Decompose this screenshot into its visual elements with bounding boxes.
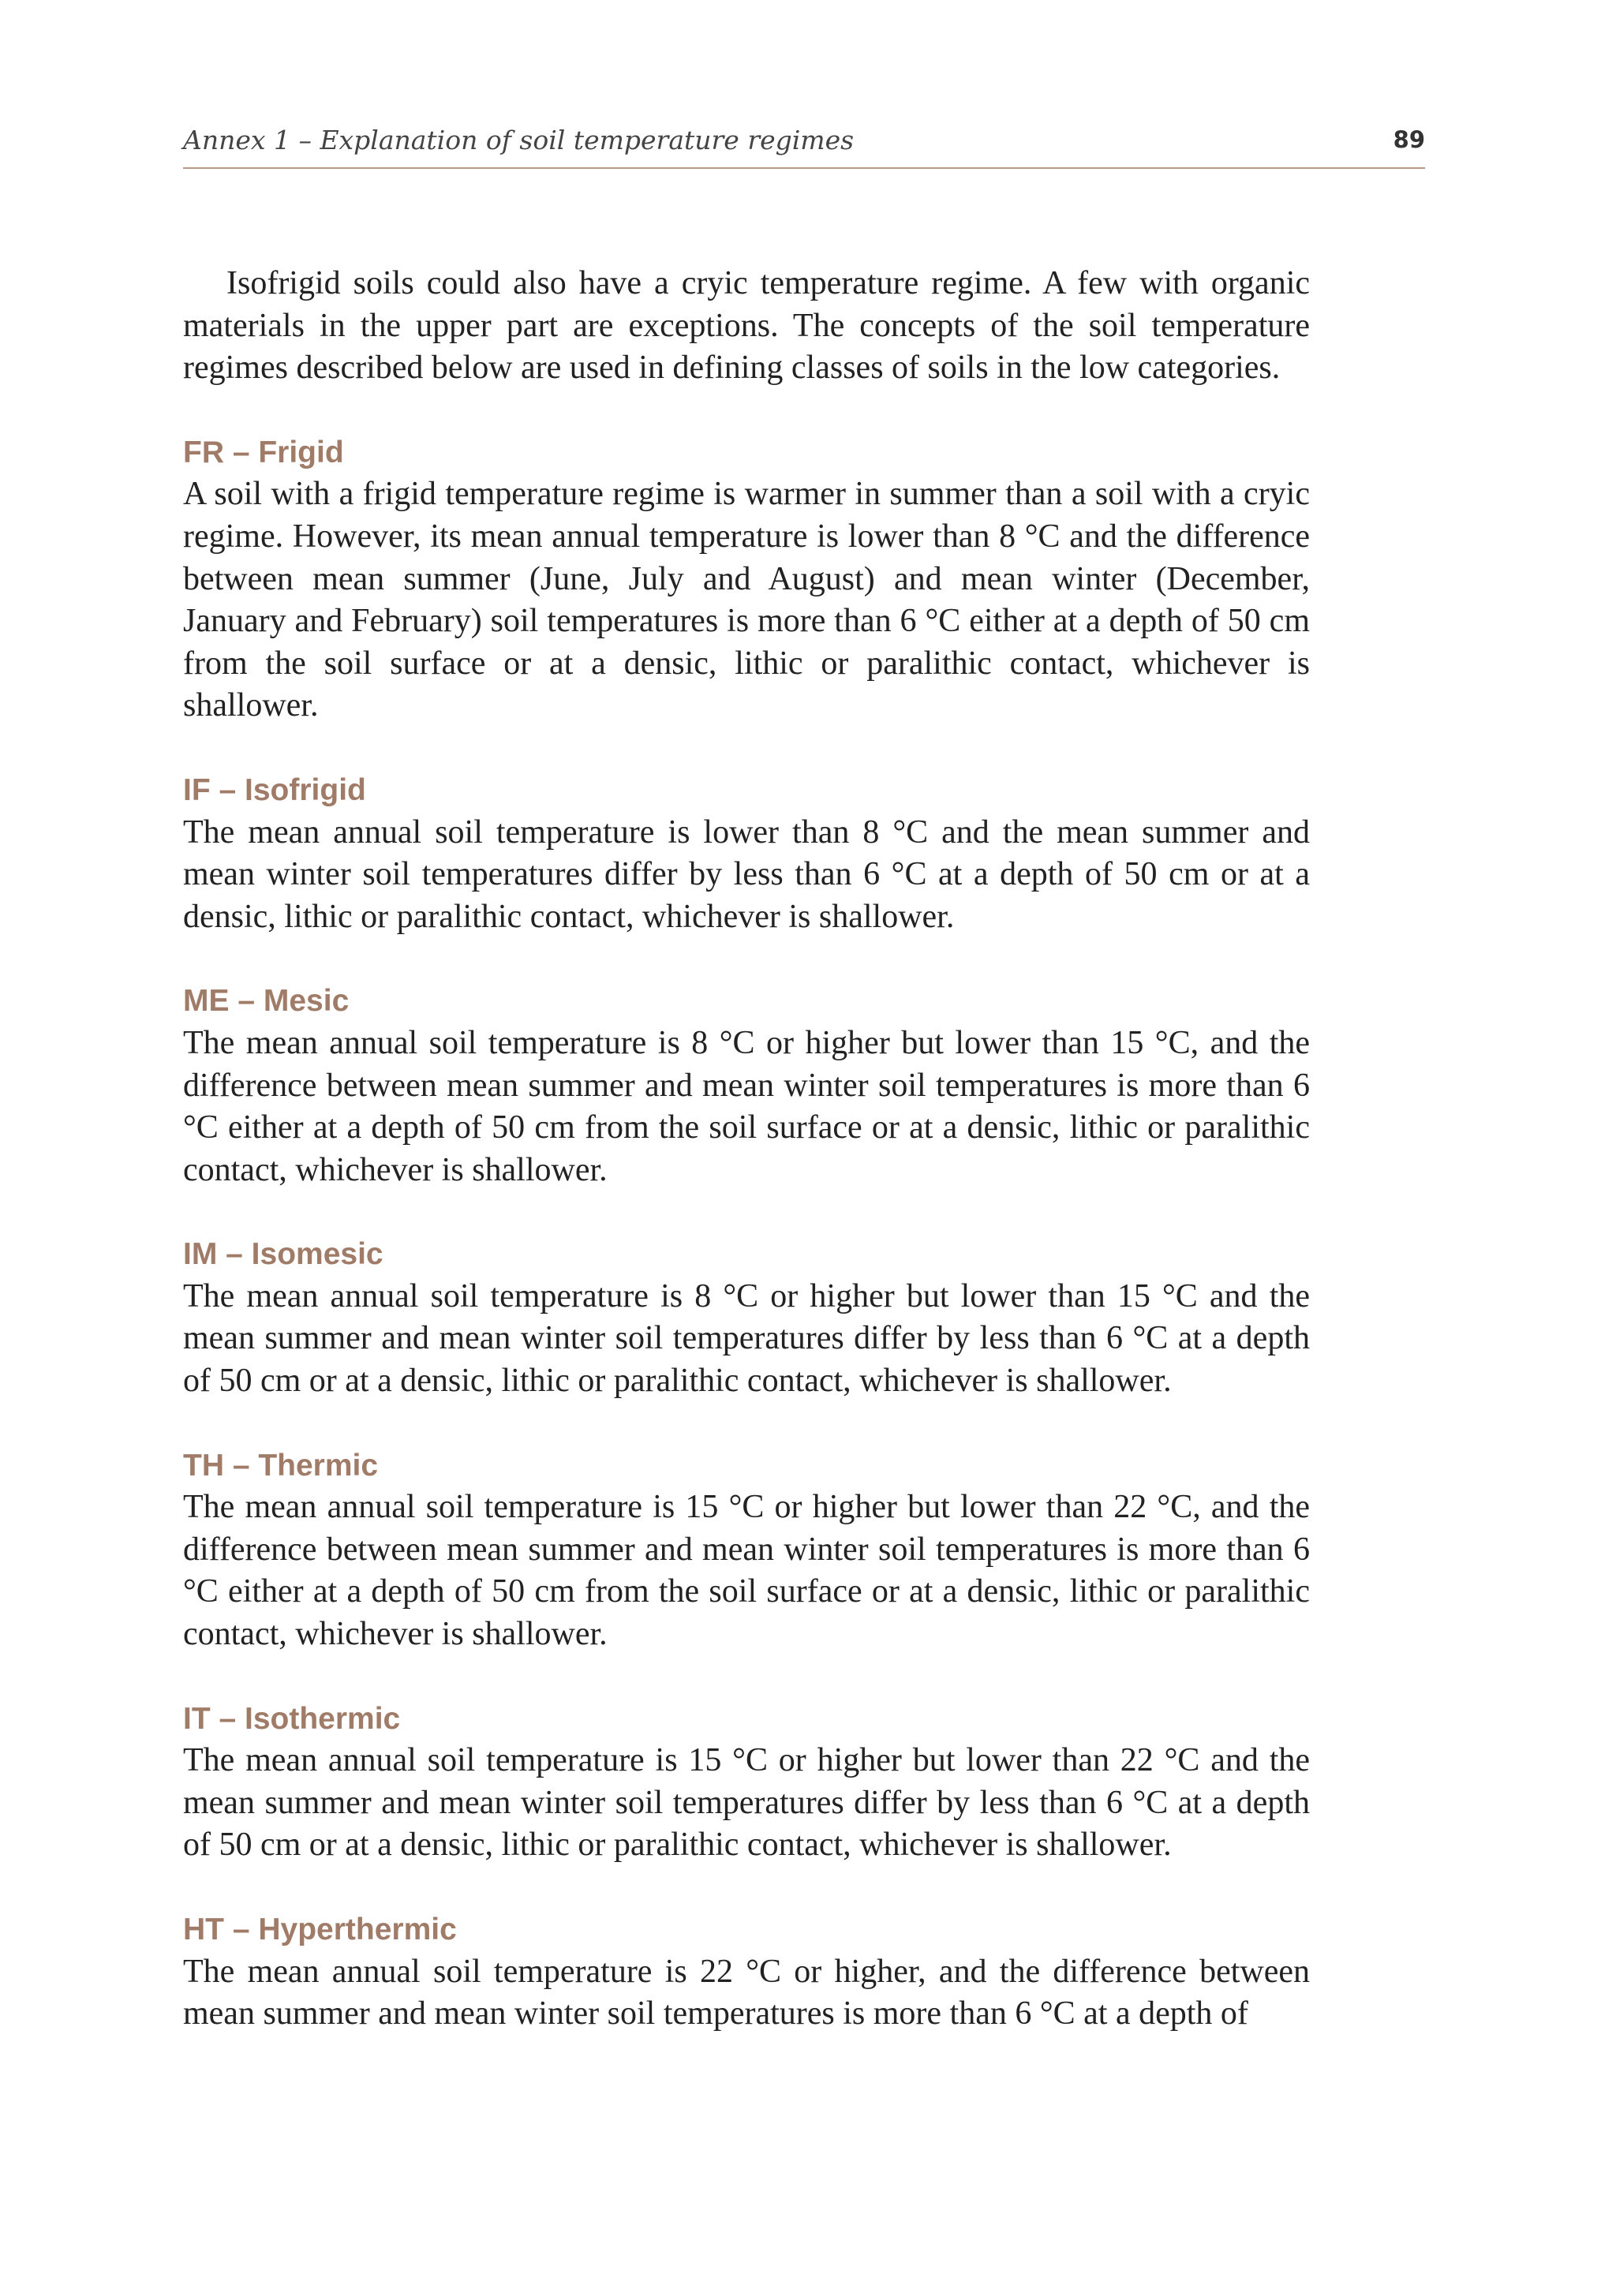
section-isothermic	[183, 1698, 1310, 1867]
page-number: 89	[1393, 126, 1425, 153]
section-paragraph: The mean annual soil temperature is 8 °C or higher but lower than 15 °C and the mean summer and mean winter soil temperatures differ by less than 6 °C at a depth of 50 cm or at a densic, lithic or paralithic contact, whichever is shallower.	[183, 1277, 1310, 1400]
section-heading: FR – Frigid	[183, 435, 344, 469]
running-title: Annex 1 – Explanation of soil temperature regimes	[183, 125, 855, 155]
section-heading: HT – Hyperthermic	[183, 1913, 457, 1946]
section-heading: TH – Thermic	[183, 1448, 379, 1483]
section-hyperthermic	[183, 1909, 1310, 2036]
section-frigid	[183, 432, 1310, 727]
section-mesic	[183, 980, 1310, 1191]
intro-paragraph: Isofrigid soils could also have a cryic temperature regime. A few with organic materials in the upper part are exceptions. The concepts of the soil temperature regimes described below are used in defining classes of soils in the low categories.	[183, 265, 1310, 387]
section-isomesic	[183, 1233, 1310, 1402]
section-heading: IM – Isomesic	[183, 1237, 383, 1272]
section-paragraph: The mean annual soil temperature is 22 °C or higher, and the difference between mean summer and mean winter soil temperatures is more than 6 °C at a depth of	[183, 1953, 1310, 2032]
section-paragraph: The mean annual soil temperature is 15 °C or higher but lower than 22 °C and the mean summer and mean winter soil temperatures differ by less than 6 °C at a depth of 50 cm or at a densic, lithic or paralithic contact, whichever is shallower.	[183, 1742, 1310, 1864]
section-isofrigid	[183, 769, 1310, 938]
section-paragraph: The mean annual soil temperature is 8 °C or higher but lower than 15 °C, and the difference between mean summer and mean winter soil temperatures is more than 6 °C either at a depth of 50 cm from the soil surface or at a densic, lithic or paralithic contact, whichever is shallower.	[183, 1024, 1310, 1188]
section-paragraph: The mean annual soil temperature is lower than 8 °C and the mean summer and mean winter soil temperatures differ by less than 6 °C at a depth of 50 cm or at a densic, lithic or paralithic contact, whichever is shallower.	[183, 813, 1310, 935]
running-header	[183, 118, 1425, 169]
body-text	[183, 263, 1310, 2036]
section-paragraph: A soil with a frigid temperature regime is warmer in summer than a soil with a cryic regime. However, its mean annual temperature is lower than 8 °C and the difference between mean summer (June, July and August) and mean winter (December, January and February) soil temperatures is more than 6 °C either at a depth of 50 cm from the soil surface or at a densic, lithic or paralithic contact, whichever is shallower.	[183, 476, 1310, 724]
section-heading: IT – Isothermic	[183, 1701, 401, 1736]
section-heading: ME – Mesic	[183, 984, 350, 1019]
section-thermic	[183, 1445, 1310, 1656]
section-heading: IF – Isofrigid	[183, 772, 366, 807]
section-paragraph: The mean annual soil temperature is 15 °C or higher but lower than 22 °C, and the difference between mean summer and mean winter soil temperatures is more than 6 °C either at a depth of 50 cm from the soil surface or at a densic, lithic or paralithic contact, whichever is shallower.	[183, 1489, 1310, 1653]
